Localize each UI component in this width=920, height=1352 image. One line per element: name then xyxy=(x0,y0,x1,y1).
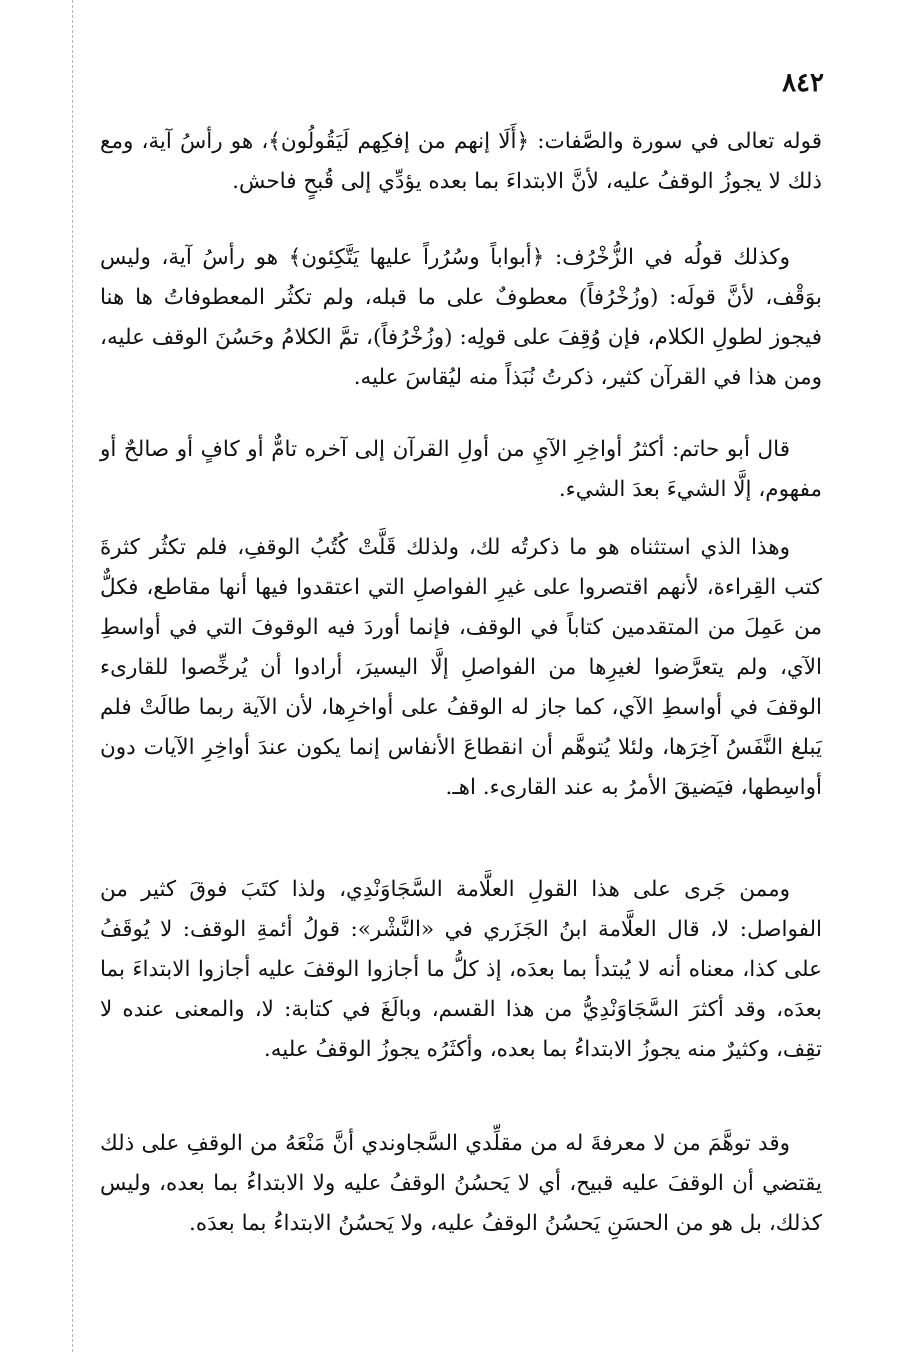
paragraph-text: وقد توهَّمَ من لا معرفةَ له من مقلِّدي السَّجاوندي أنَّ مَنْعَهُ من الوقفِ على ذلك يقتضي أن الوقفَ عليه قبيح، أي لا يَحسُنُ الوقفُ عليه ولا الابتداءُ بما بعده، وليس كذلك، بل هو من الحسَنِ يَحسُنُ الوقفُ عليه، ولا يَحسُنُ الابتداءُ بما بعدَه. xyxy=(100,1131,822,1236)
page-number: ٨٤٢ xyxy=(782,68,824,98)
paragraph-text: قال أبو حاتم: أكثرُ أواخِرِ الآيِ من أولِ القرآن إلى آخره تامٌّ أو كافٍ أو صالحٌ أو مفهوم، إلَّا الشيءَ بعدَ الشيء. xyxy=(100,437,822,502)
paragraph-text: قوله تعالى في سورة والصَّفات: ﴿أَلَا إنهم من إفكِهم لَيَقُولُون﴾، هو رأسُ آية، ومع ذلك لا يجوزُ الوقفُ عليه، لأنَّ الابتداءَ بما بعده يؤدِّي إلى قُبحٍ فاحش. xyxy=(100,129,822,194)
body-paragraph-1 xyxy=(100,122,822,202)
body-paragraph-6 xyxy=(100,1124,822,1244)
paragraph-text: وكذلك قولُه في الزُّخْرُف: ﴿أبواباً وسُرُراً عليها يَتَّكِئون﴾ هو رأسُ آية، وليس بوَقْف، لأنَّ قولَه: (وزُخْرُفاً) معطوفٌ على ما قبله، ولم تكثُر المعطوفاتُ ها هنا فيجوز لطولِ الكلام، فإن وُقِفَ على قولِه: (وزُخْرُفاً)، تمَّ الكلامُ وحَسُنَ الوقف عليه، ومن هذا في القرآن كثير، ذكرتُ نُبَذاً منه ليُقاسَ عليه. xyxy=(100,245,822,390)
body-paragraph-3 xyxy=(100,430,822,510)
body-paragraph-4 xyxy=(100,528,822,808)
scan-edge-line xyxy=(72,0,73,1352)
body-paragraph-2 xyxy=(100,238,822,398)
paragraph-text: وممن جَرى على هذا القولِ العلَّامة السَّجَاوَنْدِي، ولذا كتَبَ فوقَ كثير من الفواصل: لا، قال العلَّامة ابنُ الجَزَري في «النَّشْر»: قولُ أئمةِ الوقف: لا يُوقَفُ على كذا، معناه أنه لا يُبتدأ بما بعدَه، إذ كلُّ ما أجازوا الوقفَ عليه أجازوا الابتداءَ بما بعدَه، وقد أكثرَ السَّجَاوَنْدِيُّ من هذا القسم، وبالَغَ في كتابة: لا، والمعنى عنده لا تقِف، وكثيرٌ منه يجوزُ الابتداءُ بما بعده، وأكثَرُه يجوزُ الوقفُ عليه. xyxy=(100,877,822,1062)
body-paragraph-5 xyxy=(100,870,822,1070)
paragraph-text: وهذا الذي استثناه هو ما ذكرتُه لك، ولذلك قَلَّتْ كُتُبُ الوقفِ، فلم تكثُر كثرةَ كتب القِراءة، لأنهم اقتصروا على غيرِ الفواصلِ التي اعتقدوا فيها أنها مقاطع، فكلٌّ من عَمِلَ من المتقدمين كتاباً في الوقف، فإنما أوردَ فيه الوقوفَ التي في أواسطِ الآي، ولم يتعرَّضوا لغيرِها من الفواصلِ إلَّا اليسيرَ، أرادوا أن يُرخِّصوا للقارىء الوقفَ في أواسطِ الآي، كما جاز له الوقفُ على أواخرِها، لأن الآية ربما طالَتْ فلم يَبلغ النَّفَسُ آخِرَها، ولئلا يُتوهَّم أن انقطاعَ الأنفاس إنما يكون عندَ أواخِرِ الآيات دون أواسِطها، فيَضيقَ الأمرُ به عند القارىء. اهـ. xyxy=(100,535,823,800)
